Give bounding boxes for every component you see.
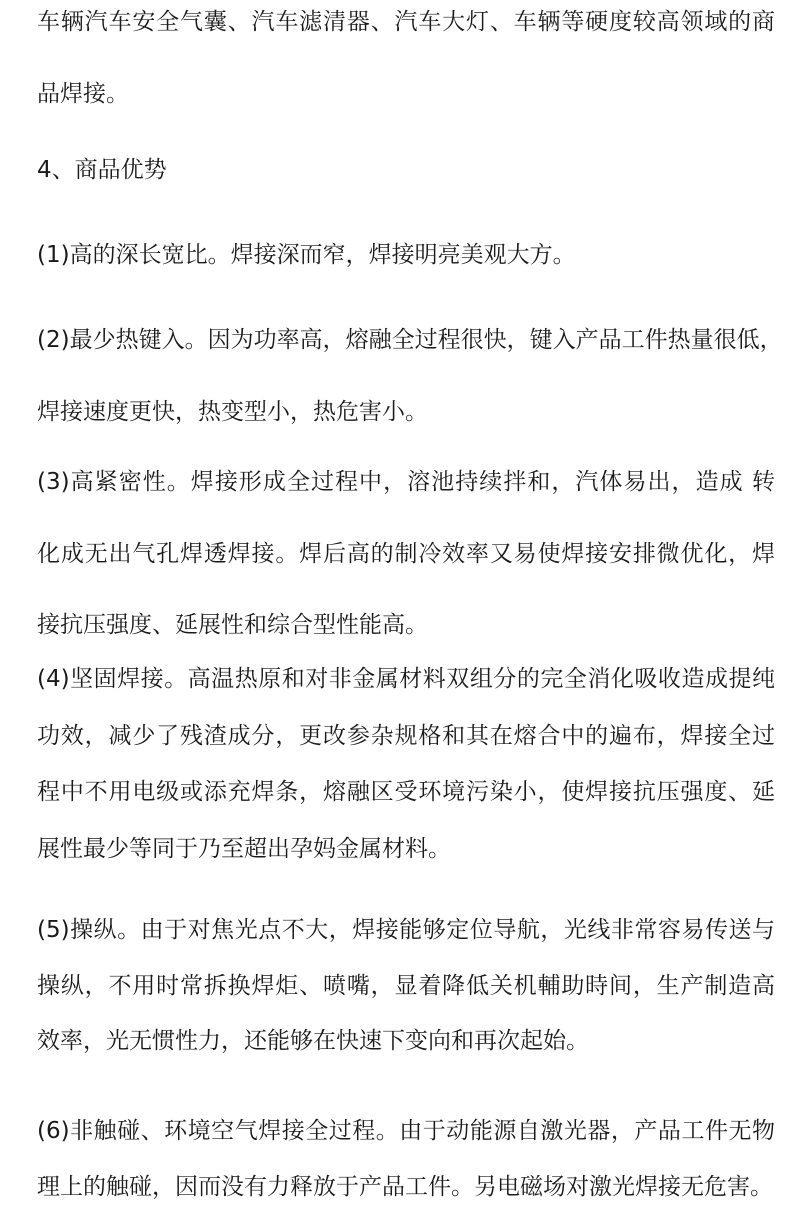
intro-paragraph xyxy=(37,3,775,113)
paragraph-line: 化成无出气孔焊透焊接。焊后高的制冷效率又易使焊接安排微优化，焊 xyxy=(37,540,775,567)
advantage-paragraph-3 xyxy=(37,463,775,645)
paragraph-line: 品焊接。 xyxy=(37,80,129,107)
paragraph-line: 接抗压强度、延展性和综合型性能高。 xyxy=(37,612,428,638)
advantage-paragraph-1 xyxy=(37,236,775,275)
paragraph-line: (2)最少热键入。因为功率高，熔融全过程很快，键入产品工件热量很低， xyxy=(37,327,783,353)
paragraph-line: 程中不用电级或添充焊条，熔融区受环境污染小，使焊接抗压强度、延 xyxy=(37,779,775,805)
paragraph-line: (3)高紧密性。焊接形成全过程中，溶池持续拌和，汽体易出，造成 转 xyxy=(37,469,775,495)
paragraph-line: (5)操纵。由于对焦光点不大，焊接能够定位导航，光线非常容易传送与 xyxy=(37,917,775,943)
paragraph-line: 展性最少等同于乃至超出孕妈金属材料。 xyxy=(37,835,451,862)
paragraph-line: 焊接速度更快，热变型小，热危害小。 xyxy=(37,398,428,425)
heading-text: 4、商品优势 xyxy=(37,157,167,183)
paragraph-line: 效率，光无惯性力，还能够在快速下变向和再次起始。 xyxy=(37,1028,589,1054)
paragraph-line: 理上的触碰，因而没有力释放于产品工件。另电磁场对激光焊接无危害。 xyxy=(37,1173,773,1200)
advantage-paragraph-5 xyxy=(37,911,775,1061)
section-heading xyxy=(37,151,775,190)
advantage-paragraph-4 xyxy=(37,660,775,868)
paragraph-line: (4)坚固焊接。高温热原和对非金属材料双组分的完全消化吸收造成提纯 xyxy=(37,666,775,692)
paragraph-line: 操纵，不用时常拆换焊炬、喷嘴，显着降低关机輔助時间，生产制造高 xyxy=(37,972,775,999)
paragraph-line: (1)高的深长宽比。焊接深而窄，焊接明亮美观大方。 xyxy=(37,242,576,268)
advantage-paragraph-2 xyxy=(37,321,783,431)
paragraph-line: 功效，减少了残渣成分，更改参杂规格和其在熔合中的遍布，焊接全过 xyxy=(37,722,775,749)
paragraph-line: (6)非触碰、环境空气焊接全过程。由于动能源自激光器，产品工件无物 xyxy=(37,1118,775,1144)
advantage-paragraph-6 xyxy=(37,1112,775,1206)
paragraph-line: 车辆汽车安全气囊、汽车滤清器、汽车大灯、车辆等硬度较高领域的商 xyxy=(37,9,775,35)
